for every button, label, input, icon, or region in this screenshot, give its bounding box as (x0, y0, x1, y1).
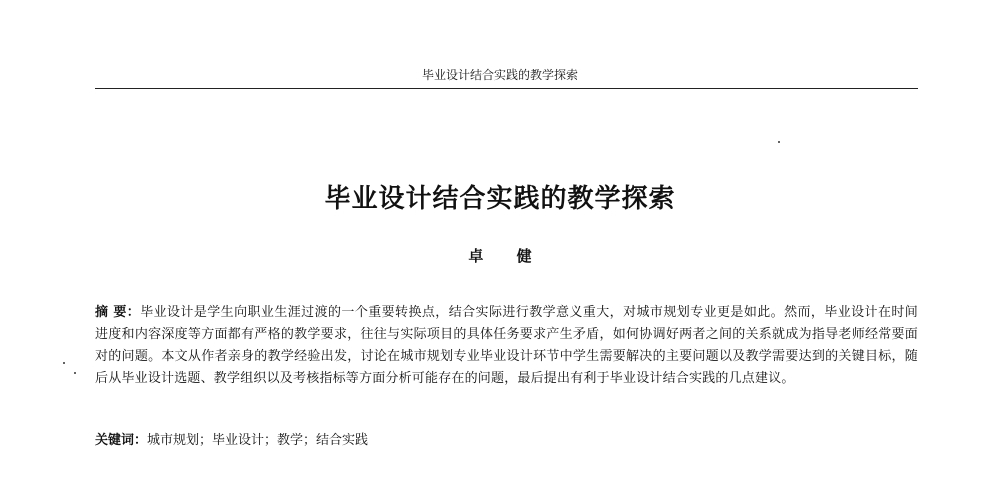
abstract (95, 302, 918, 390)
scan-speck (778, 141, 780, 143)
abstract-text: 毕业设计是学生向职业生涯过渡的一个重要转换点，结合实际进行教学意义重大，对城市规划专业更是如此。然而，毕业设计在时间进度和内容深度等方面都有严格的教学要求，往往与实际项目的具体任务要求产生矛盾，如何协调好两者之间的关系就成为指导老师经常要面对的问题。本文从作者亲身的教学经验出发，讨论在城市规划专业毕业设计环节中学生需要解决的主要问题以及教学需要达到的关键目标，随后从毕业设计选题、教学组织以及考核指标等方面分析可能存在的问题，最后提出有利于毕业设计结合实践的几点建议。 (95, 305, 918, 386)
scan-speck (74, 372, 76, 374)
scan-speck (63, 362, 65, 364)
article-author: 卓 健 (468, 247, 546, 265)
header-rule (95, 88, 918, 89)
keywords (95, 430, 918, 452)
keywords-label: 关键词： (95, 433, 148, 448)
keywords-text: 城市规划；毕业设计；教学；结合实践 (147, 433, 369, 448)
running-head: 毕业设计结合实践的教学探索 (421, 68, 578, 82)
article-title: 毕业设计结合实践的教学探索 (324, 184, 676, 214)
abstract-label: 摘 要： (95, 305, 141, 320)
